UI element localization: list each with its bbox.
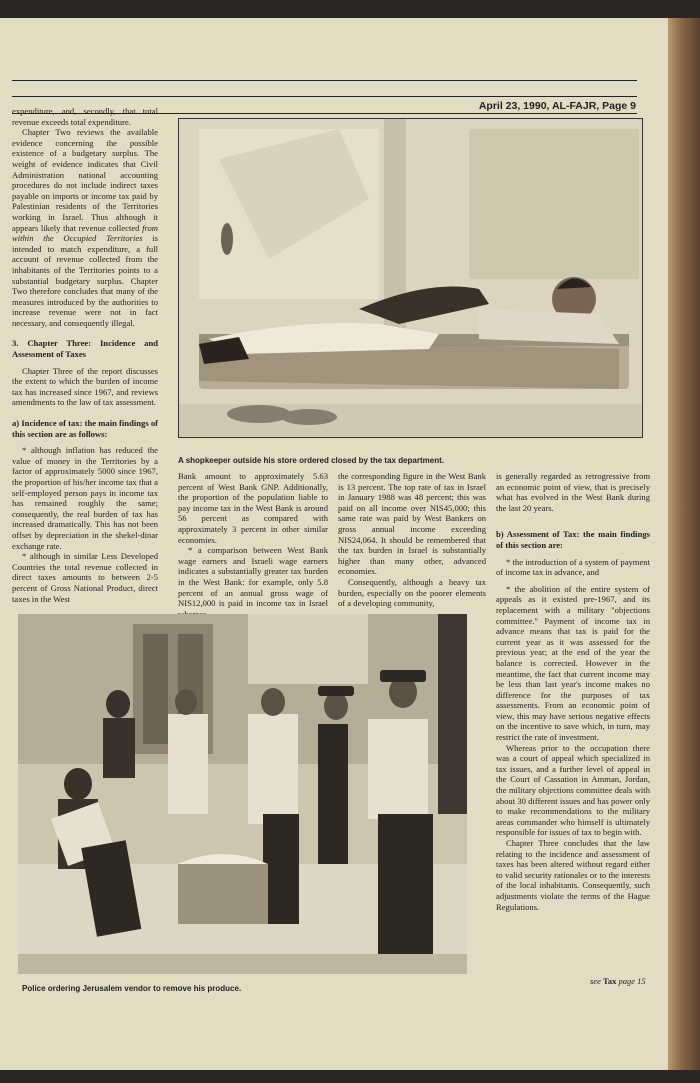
photo-police-vendor — [18, 614, 467, 974]
col4-heading-assessment: b) Assessment of Tax: the main findings of this section are: — [496, 529, 650, 550]
book-spine — [668, 18, 700, 1070]
col1-paragraph-5: * although in similar Less Developed Countries the total revenue collected in direct taxes amounts to between 2-5 percent of Gross National Product, direct taxes in the West — [12, 551, 158, 604]
col2-paragraph-2: * a comparison between West Bank wage earners and Israeli wage earners indicates a substantially greater tax burden in the West Bank: for example, only 5.8 percent of an annual gross wage of NIS12,000 is paid in income tax in Israel — [178, 545, 328, 609]
col1-heading-incidence: a) Incidence of tax: the main findings of this section are as follows: — [12, 418, 158, 439]
column-4 — [496, 471, 650, 912]
col1-paragraph-2-emphasis: from within the Occupied Territories — [12, 222, 158, 244]
column-2 — [178, 471, 328, 619]
col1-paragraph-1: expenditure, and, secondly, that total revenue exceeds total expenditure. — [12, 106, 158, 127]
col1-paragraph-4: * although inflation has reduced the value of money in the Territories by a factor of approximately 5000 since 1967, the proportion of his/her income tax that a self-employed person pays in income tax has remained roughly the same; consequently, the real burden of tax has increased dramatically. This has not been offset by depreciation in the shekel-dinar exchange rate. — [12, 445, 158, 551]
col4-paragraph-2: * the introduction of a system of payment of income tax in advance, and — [496, 556, 650, 578]
col2-paragraph-1: Bank amount to approximately 5.63 percent of West Bank GNP. Additionally, the proportion of the population liable to pay income tax in the West Bank is around 56 percent as compared with approximately 3 percent in other similar economies. — [178, 471, 328, 545]
photo-shopkeeper — [178, 118, 643, 438]
col1-paragraph-2 — [12, 127, 158, 328]
col4-paragraph-1: is generally regarded as retrogressive from an economic point of view, that is precisely what has evolved in the West Bank during the last 20 years. — [496, 471, 650, 513]
col1-paragraph-2-part-b: is intended to match expenditure, a full account of revenue collected from the inhabitants of the Territories points to a substantial budgetary surplus. Chapter Two therefore concludes that many of the measures introduced by the authorities to increase revenue were not in fact necessary, and consequently illegal. — [12, 233, 158, 328]
continued-on-page-15 — [590, 976, 646, 986]
col1-heading-chapter-three: 3. Chapter Three: Incidence and Assessment of Taxes — [12, 338, 158, 360]
page-header: April 23, 1990, AL-FAJR, Page 9 — [478, 100, 636, 112]
newspaper-page — [0, 18, 668, 1070]
photo-police-vendor-caption: Police ordering Jerusalem vendor to remove his produce. — [22, 984, 242, 993]
column-3 — [338, 471, 486, 609]
header-rule — [12, 96, 637, 97]
photo-shopkeeper-caption: A shopkeeper outside his store ordered closed by the tax department. — [178, 456, 444, 465]
photo-police-vendor-image — [18, 614, 467, 974]
col3-paragraph-2: Consequently, although a heavy tax burden, especially on the poorer elements of a developing community, — [338, 576, 486, 609]
photo-shopkeeper-image — [179, 119, 642, 437]
top-rule — [12, 80, 637, 81]
col1-paragraph-3: Chapter Three of the report discusses the extent to which the burden of income tax has increased since 1967, and reviews amendments to the law of tax assessment. — [12, 365, 158, 408]
col1-paragraph-2-part-a: Chapter Two reviews the available evidence concerning the possible existence of a budgetary surplus. The weight of evidence indicates that Civil Administration national accounting procedures do not include indirect taxes payable on imports or income tax paid by Palestinian residents of the Territories working in Israel. Thus although it appears likely that revenue collected — [12, 127, 158, 233]
col4-paragraph-3: * the abolition of the entire system of appeals as it existed pre-1967, and its replacement with a military "objections committee." Payment of income tax in advance means that tax is paid for the current year as it was assessed for the previous year; at the end of the year the balance is corrected. However in the meantime, the fact that current income may be less than last year's income makes no difference for the purposes of tax assessments. From an economic point of view, this may have serious negative effects on the incentive to save which, in turn, may restrict the rate of investment. — [496, 583, 650, 743]
see-word: see — [590, 976, 601, 986]
col4-paragraph-4: Whereas prior to the occupation there was a court of appeal which specialized in tax issues, and a further level of appeal in the Court of Cassation in Amman, Jordan, the military objections committee deals with about 30 different issues and has power only to make recommendations to the military areas commander who himself is ultimately responsible for issues of tax to begin with. — [496, 742, 650, 838]
column-1 — [12, 106, 158, 604]
col4-paragraph-5: Chapter Three concludes that the law relating to the incidence and assessment of taxes has been altered without regard either to valid security rationales or to the interests of the local inhabitants. Consequently, such adjustments violate the terms of the Hague Regulations. — [496, 838, 650, 912]
page-ref: page 15 — [618, 976, 646, 986]
col3-paragraph-1: the corresponding figure in the West Bank is 13 percent. The top rate of tax in Israel in January 1988 was 48 percent; this was paid on all income over NIS45,000; this same rate was paid by West Bankers on gross annual income exceeding NIS24,064. It should be remembered that the tax burden in Israel is substantially higher than many other, advanced economies. — [338, 471, 486, 577]
tax-word: Tax — [602, 976, 617, 986]
